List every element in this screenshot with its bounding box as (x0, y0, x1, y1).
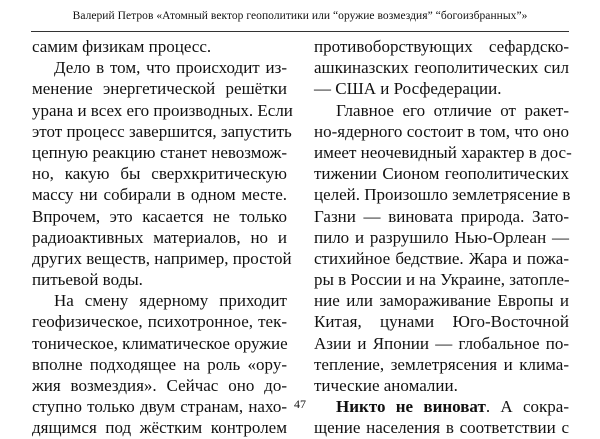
text-line: этот процесс завершится, запустить (32, 121, 292, 141)
text-line: стихийное бедствие. Жара и пожа- (314, 248, 569, 268)
text-line: геофизическое, психотронное, тек- (32, 312, 287, 332)
text-line: щение населения в соответствии с (314, 418, 569, 438)
text-line: На смену ядерному приходит (54, 291, 287, 311)
text-line: Китая, цунами Юго-Восточной (314, 312, 569, 332)
text-line: радиоактивных материалов, но и (32, 227, 287, 247)
running-header: Валерий Петров «Атомный вектор геополитики или “оружие возмездия” “богоизбранных”» (72, 10, 528, 22)
text-line: урана и всех его производных. Если (32, 100, 293, 120)
text-line: но-ядерного состоит в том, что оно (314, 121, 569, 141)
left-column (32, 36, 293, 439)
line-text: . А сокра- (485, 397, 569, 417)
text-line: Главное его отличие от ракет- (336, 100, 569, 120)
text-line: Азии и Японии — глобальное по- (314, 333, 569, 353)
page-number: 47 (294, 397, 306, 411)
text-line: ры в России и на Украине, затопле- (314, 270, 570, 290)
header-rule (31, 31, 569, 32)
text-line: Газни — виновата природа. Зато- (314, 206, 569, 226)
text-line: тижении Сионом геополитических (314, 164, 569, 184)
text-line: вполне подходящее на роль «ору- (32, 354, 287, 374)
text-line: тепление, землетрясения и клима- (314, 354, 569, 374)
text-line: Впрочем, это касается не только (32, 206, 287, 226)
text-line: менение энергетической решётки (32, 79, 287, 99)
text-line: ашкиназских геополитических сил (314, 58, 569, 78)
text-line: противоборствующих сефардско- (314, 37, 569, 56)
text-line: но, какую бы сверхкритическую (32, 164, 287, 184)
text-line: ступно только двум странам, нахо- (32, 397, 287, 417)
text-line: — США и Росфедерации. (314, 79, 502, 99)
text-line: цепную реакцию станет невозмож- (32, 142, 287, 162)
text-line: Дело в том, что происходит из- (54, 58, 287, 78)
text-line: тоническое, климатическое оружие (32, 333, 288, 353)
text-line: других веществ, например, простой (32, 248, 292, 268)
text-line: целей. Произошло землетрясение в (314, 185, 571, 205)
bold-phrase: Никто не виноват (336, 397, 486, 417)
text-line: питьевой воды. (32, 270, 143, 290)
text-line: пило и разрушило Нью-Орлеан — (314, 227, 569, 247)
text-line: ние или замораживание Европы и (314, 291, 569, 311)
right-column (314, 36, 572, 439)
text-line: самим физикам процесс. (32, 37, 212, 56)
text-line: массу ни собирали в одном месте. (32, 185, 287, 205)
text-line: жия возмездия». Сейчас оно до- (32, 376, 287, 395)
text-line: имеет неочевидный характер в дос- (314, 142, 572, 162)
text-line: дящимся под жёстким контролем (32, 418, 287, 438)
text-line: тические аномалии. (314, 376, 458, 395)
